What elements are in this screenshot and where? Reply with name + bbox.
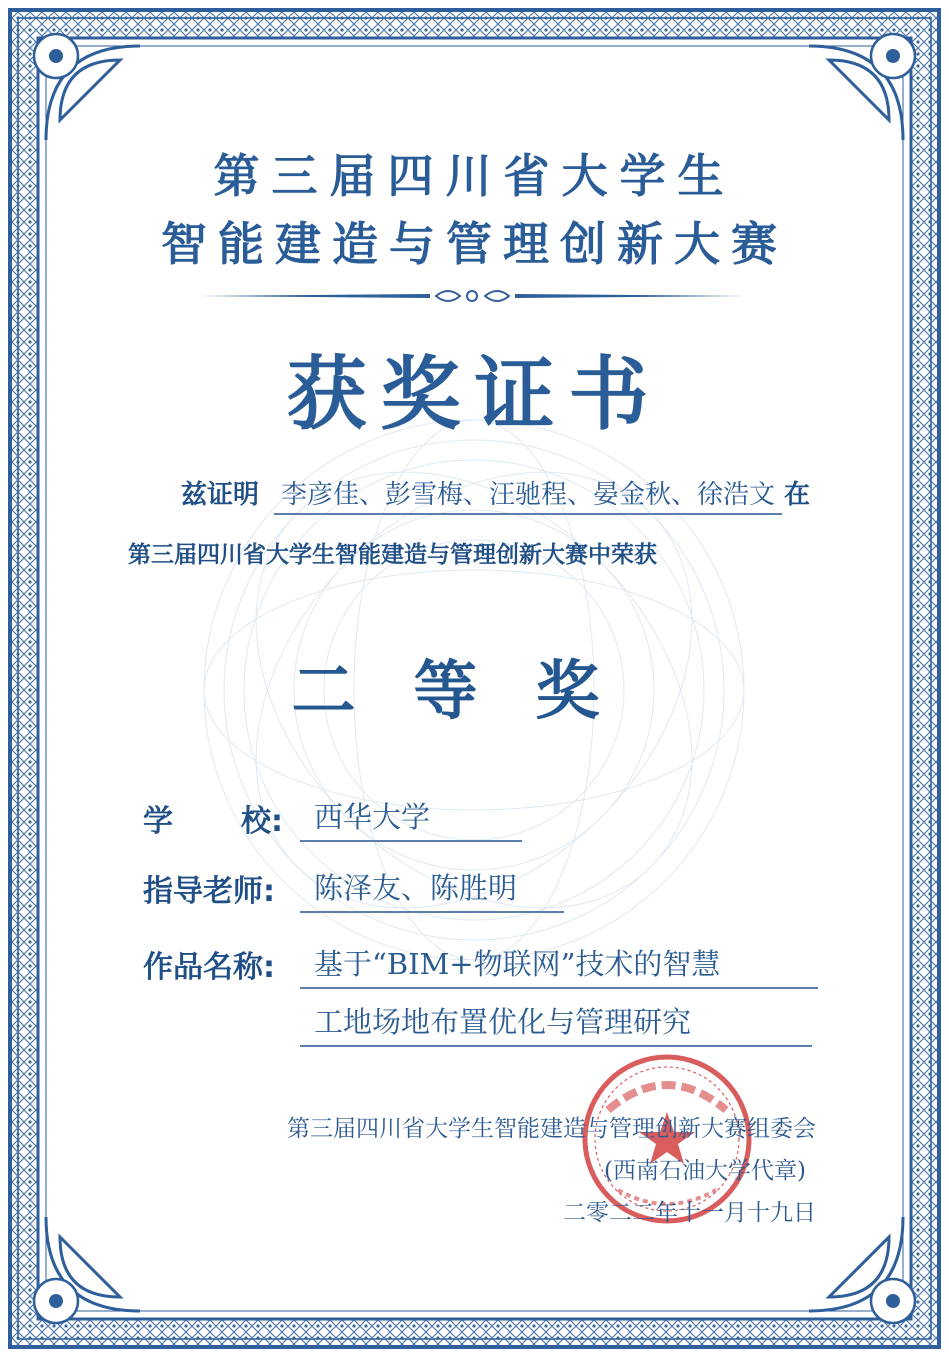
certificate-heading: 获奖证书: [286, 348, 663, 441]
contest-title-line2: 智能建造与管理创新大赛: [161, 217, 788, 271]
issue-date: 二零二二年十一月十九日: [563, 1200, 816, 1226]
school-value: 西华大学: [300, 795, 522, 842]
recipient-names: 李彦佳、彭雪梅、汪驰程、晏金秋、徐浩文: [274, 474, 782, 515]
work-title-line2: 工地场地布置优化与管理研究: [300, 1000, 812, 1047]
work-title-line1: 基于“BIM+物联网”技术的智慧: [300, 942, 818, 989]
work-title-label: 作品名称:: [143, 950, 275, 985]
statement-suffix: 在: [784, 480, 811, 510]
statement-line2: 第三届四川省大学生智能建造与管理创新大赛中荣获: [128, 542, 657, 568]
advisor-value: 陈泽友、陈胜明: [300, 866, 564, 913]
advisor-label: 指导老师:: [143, 874, 275, 909]
issuing-organization: 第三届四川省大学生智能建造与管理创新大赛组委会: [287, 1116, 816, 1142]
school-label: [143, 796, 283, 840]
award-level: 二等奖: [291, 655, 658, 729]
school-label-char1: 学: [143, 804, 173, 839]
school-label-char2: 校:: [241, 804, 283, 839]
ornamental-divider: [200, 286, 745, 306]
contest-title-line1: 第三届四川省大学生: [213, 149, 736, 203]
seal-note: (西南石油大学代章): [604, 1158, 806, 1184]
statement-prefix: 兹证明: [181, 480, 260, 510]
